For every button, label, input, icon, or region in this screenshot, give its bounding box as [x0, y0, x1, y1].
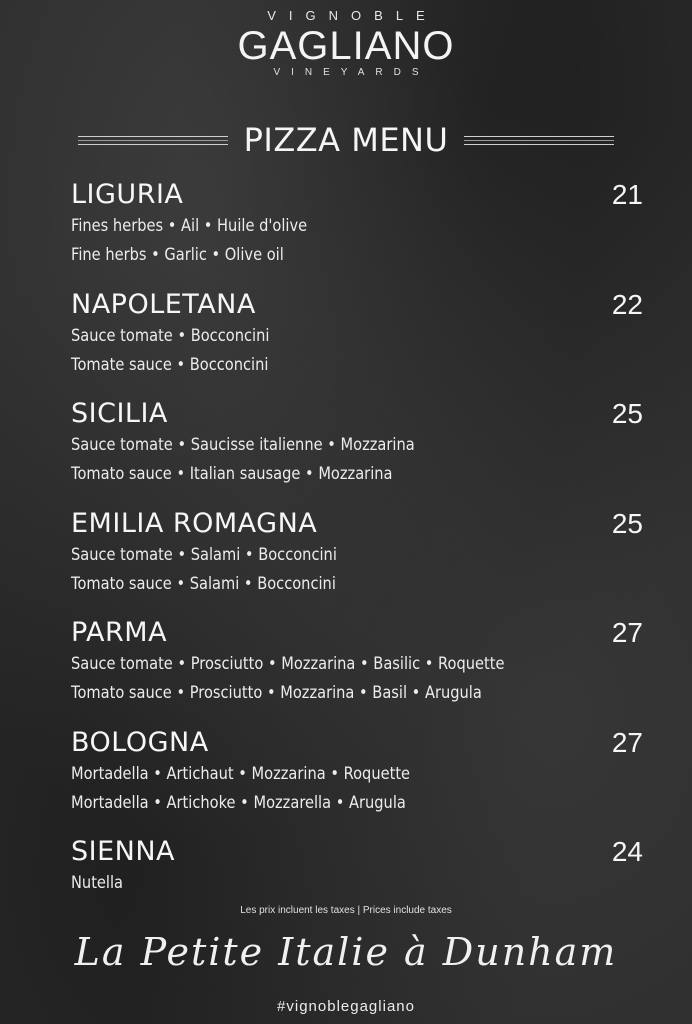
item-desc-en: Tomato sauce • Prosciutto • Mozzarina • Basil • Arugula [71, 683, 482, 703]
menu-item [71, 178, 643, 288]
menu-items [71, 178, 643, 945]
item-name: EMILIA ROMAGNA [71, 507, 318, 539]
item-price: 21 [611, 179, 643, 210]
item-name: LIGURIA [71, 179, 184, 210]
item-name: SICILIA [71, 398, 168, 429]
hashtag: #vignoblegagliano [277, 998, 415, 1015]
tax-note: Les prix incluent les taxes | Prices include taxes [240, 905, 452, 916]
item-price: 27 [611, 617, 643, 648]
item-desc-fr: Mortadella • Artichaut • Mozzarina • Roquette [71, 763, 411, 784]
item-price: 24 [611, 836, 643, 867]
item-desc-en: Mortadella • Artichoke • Mozzarella • Arugula [71, 792, 406, 813]
item-desc-en: Tomato sauce • Italian sausage • Mozzarina [71, 464, 393, 484]
menu-item [71, 507, 643, 617]
menu-item [71, 616, 643, 726]
item-price: 22 [611, 288, 643, 320]
left-divider [78, 136, 228, 145]
menu-item [71, 835, 643, 945]
item-name: BOLOGNA [71, 726, 209, 758]
item-desc-fr: Sauce tomate • Bocconcini [71, 325, 270, 346]
tagline: La Petite Italie à Dunham [74, 930, 618, 974]
menu-title-row [0, 118, 692, 162]
item-name: PARMA [71, 617, 168, 648]
item-desc-en: Tomato sauce • Salami • Bocconcini [71, 573, 336, 594]
item-name: SIENNA [71, 836, 176, 867]
item-price: 25 [611, 507, 643, 539]
brand-name: GAGLIANO [237, 24, 455, 68]
item-desc-en: Tomate sauce • Bocconcini [71, 354, 269, 375]
menu-item [71, 397, 643, 507]
right-divider [464, 136, 614, 145]
item-desc-fr: Sauce tomate • Prosciutto • Mozzarina • Basilic • Roquette [71, 654, 505, 674]
item-price: 27 [611, 726, 643, 758]
item-desc-fr: Nutella [71, 873, 124, 893]
item-desc-en: Fine herbs • Garlic • Olive oil [71, 245, 284, 265]
menu-title: PIZZA MENU [243, 121, 449, 159]
item-desc-fr: Sauce tomate • Saucisse italienne • Mozzarina [71, 435, 415, 455]
brand-vignoble: VIGNOBLE [267, 8, 438, 23]
item-name: NAPOLETANA [71, 288, 256, 320]
item-price: 25 [611, 398, 643, 429]
menu-item [71, 726, 643, 836]
item-desc-fr: Fines herbes • Ail • Huile d'olive [71, 216, 308, 236]
item-desc-fr: Sauce tomate • Salami • Bocconcini [71, 544, 337, 565]
brand-vineyards: VINEYARDS [273, 67, 430, 78]
menu-item [71, 288, 643, 398]
brand-header [0, 8, 692, 78]
